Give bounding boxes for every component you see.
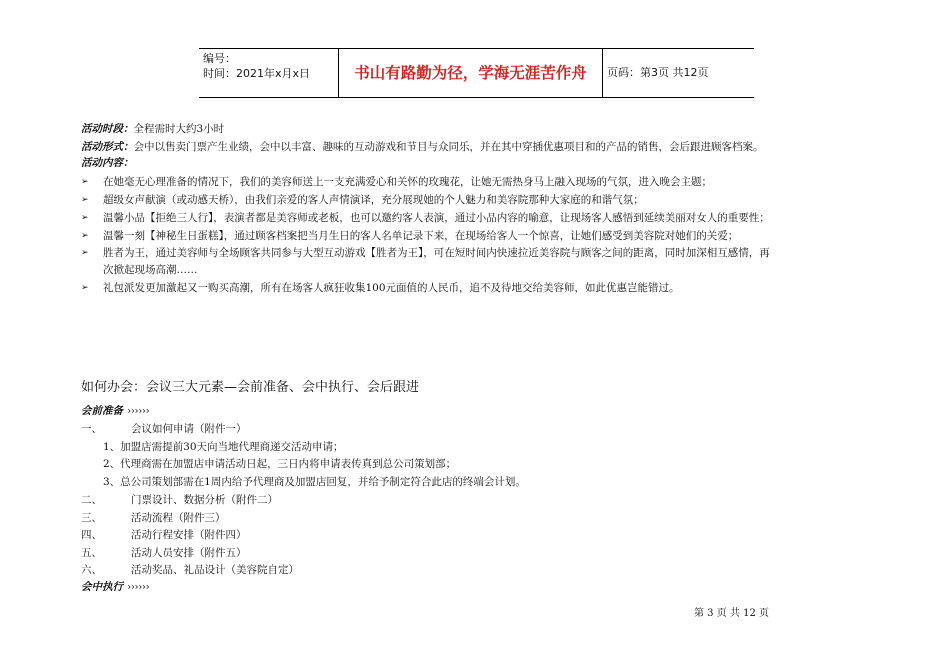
pre-meeting-label: 会前准备 (81, 405, 123, 417)
header-page-number: 页码：第3页 共12页 (607, 66, 709, 79)
header-divider (602, 49, 603, 97)
content-label: 活动内容： (81, 157, 134, 169)
footer-page-number: 第 3 页 共 12 页 (694, 608, 769, 619)
list-item-text: 温馨小品【拒绝三人行】，表演者都是美容师或老板，也可以邀约客人表演，通过小品内容的喻意，让现场客人感悟到延续美丽对女人的重要性； (103, 212, 770, 224)
duration-label: 活动时段： (81, 123, 134, 135)
content-line (81, 155, 134, 171)
arrowhead-bullet-icon: ➢ (81, 213, 89, 223)
form-line (81, 139, 764, 155)
list-item-text: 活动人员安排（附件五） (131, 547, 247, 559)
list-number: 三、 (81, 512, 102, 524)
list-item-text: 门票设计、数据分析（附件二） (131, 494, 278, 506)
form-text: 会中以售卖门票产生业绩，会中以丰富、趣味的互动游戏和节目与众同乐，并在其中穿插优惠项目和的产品的销售，会后跟进顾客档案。 (133, 141, 764, 153)
list-item-text: 活动行程安排（附件四） (131, 529, 247, 541)
list-item-text: 活动流程（附件三） (131, 512, 226, 524)
list-number: 五、 (81, 547, 102, 559)
list-item-text: 会议如何申请（附件一） (131, 423, 247, 435)
double-arrow-icon: ›››››› (127, 581, 150, 593)
list-item-text: 超级女声献演（或动感天桥），由我们亲爱的客人声情演译，充分展现她的个人魅力和美容院那种大家庭的和谐气氛； (103, 194, 644, 206)
document-time-label: 时间：2021年x月x日 (203, 67, 311, 80)
sub-list-item: 3、总公司策划部需在1周内给予代理商及加盟店回复，并给予制定符合此店的终端会计划。 (103, 476, 526, 488)
duration-line (81, 121, 224, 137)
in-meeting-label: 会中执行 (81, 581, 123, 593)
section-heading: 如何办会：会议三大元素—会前准备、会中执行、会后跟进 (81, 380, 420, 395)
header-motto: 书山有路勤为径，学海无涯苦作舟 (354, 64, 587, 82)
list-item-text: 在她毫无心理准备的情况下，我们的美容师送上一支充满爱心和关怀的玫瑰花，让她无需热身马上融入现场的气氛，进入晚会主题； (103, 176, 712, 188)
header-table (199, 48, 754, 98)
arrowhead-bullet-icon: ➢ (81, 283, 89, 293)
list-number: 二、 (81, 494, 102, 506)
double-arrow-icon: ›››››› (127, 405, 150, 417)
header-meta (203, 51, 310, 81)
form-label: 活动形式： (81, 141, 134, 153)
list-number: 六、 (81, 564, 102, 576)
list-item-text: 礼包派发更加激起又一购买高潮，所有在场客人疯狂收集100元面值的人民币，追不及待地交给美容师，如此优惠岂能错过。 (103, 282, 680, 294)
list-item-text: 温馨一刻【神秘生日蛋糕】，通过顾客档案把当月生日的客人名单记录下来，在现场给客人一个惊喜，让她们感受到美容院对她们的关爱； (103, 230, 739, 242)
arrowhead-bullet-icon: ➢ (81, 248, 89, 258)
list-item-continuation: 次掀起现场高潮…… (103, 264, 198, 276)
list-item-text: 胜者为王，通过美容师与全场顾客共同参与大型互动游戏【胜者为王】，可在短时间内快速拉近美容院与顾客之间的距离，同时加深相互感情，再 (103, 247, 770, 259)
document-number-label: 编号： (203, 52, 236, 65)
arrowhead-bullet-icon: ➢ (81, 177, 89, 187)
list-number: 一、 (81, 423, 102, 435)
sub-list-item: 1、加盟店需提前30天向当地代理商递交活动申请； (103, 441, 344, 453)
header-divider (338, 49, 339, 97)
list-number: 四、 (81, 529, 102, 541)
duration-text: 全程需时大约3小时 (133, 123, 225, 135)
pre-meeting-heading (81, 403, 149, 419)
sub-list-item: 2、代理商需在加盟店申请活动日起，三日内将申请表传真到总公司策划部； (103, 458, 457, 470)
arrowhead-bullet-icon: ➢ (81, 195, 89, 205)
list-item-text: 活动奖品、礼品设计（美容院自定） (131, 564, 299, 576)
arrowhead-bullet-icon: ➢ (81, 231, 89, 241)
in-meeting-heading (81, 579, 149, 595)
